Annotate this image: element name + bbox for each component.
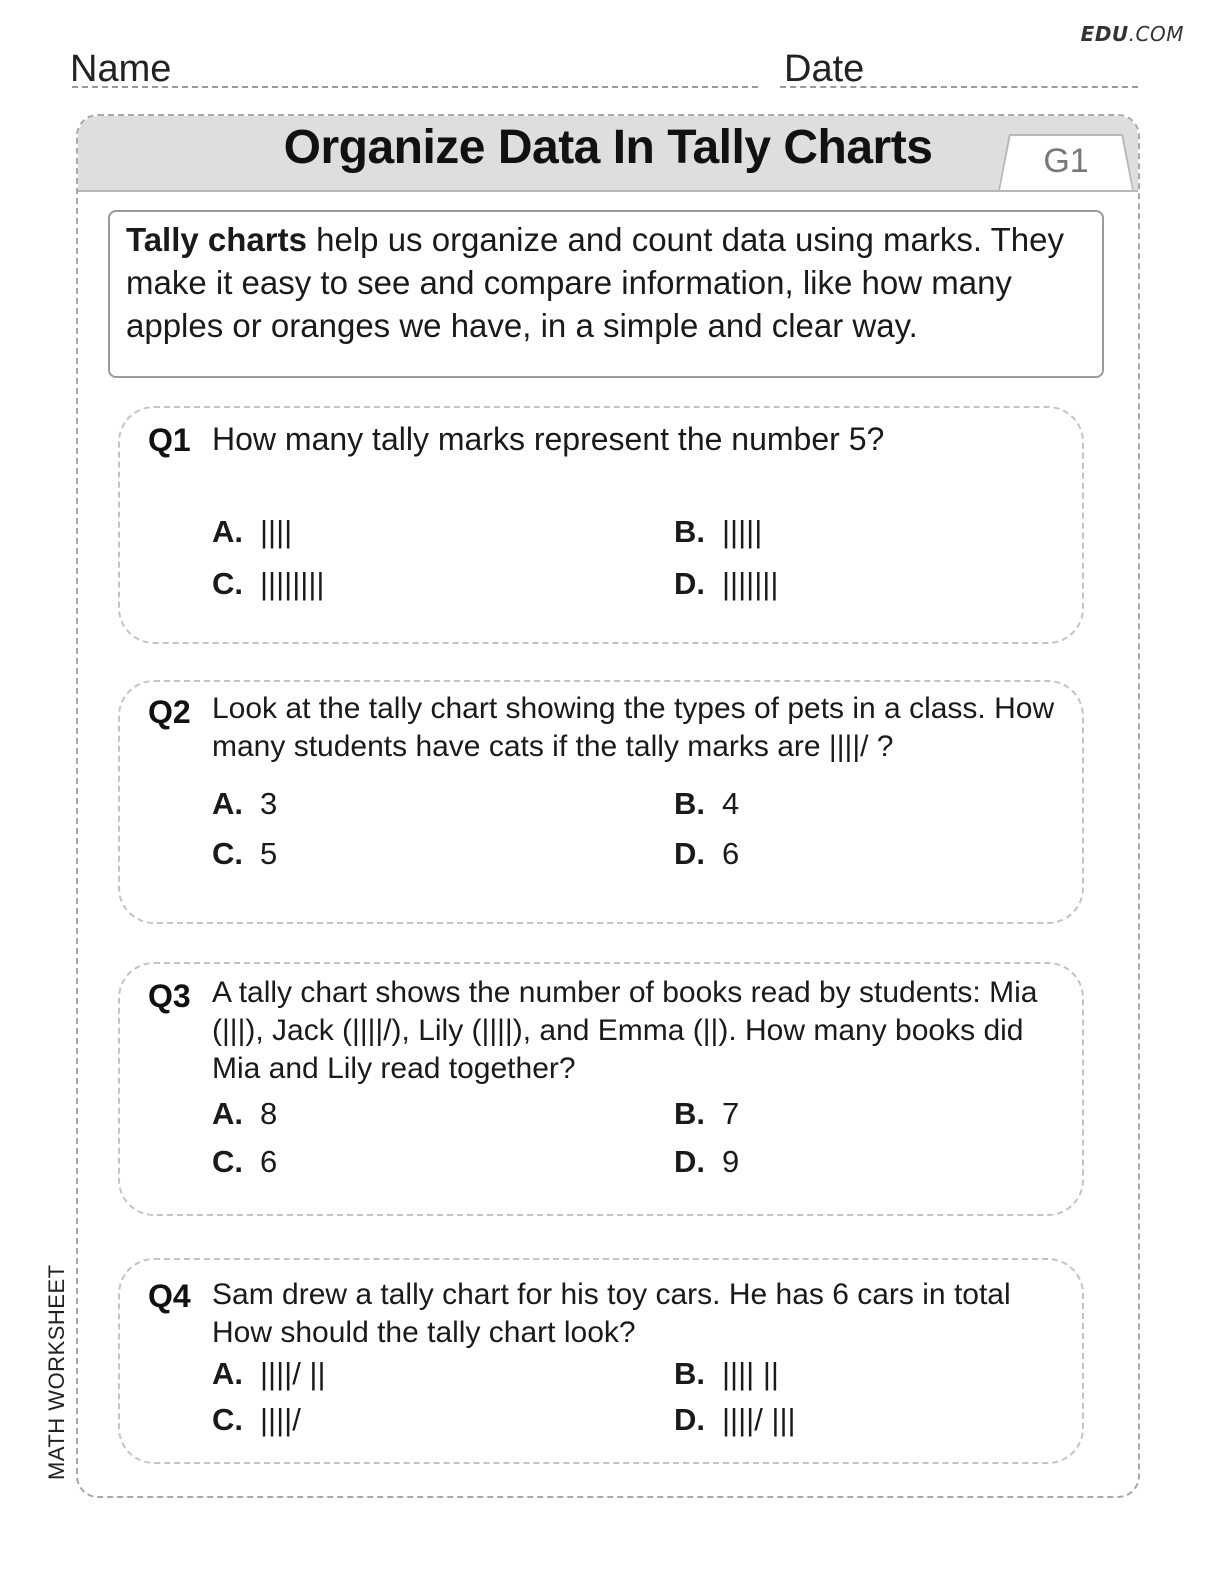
option-b[interactable]: B. 7 [674, 1096, 740, 1131]
option-d[interactable]: D. 9 [674, 1144, 740, 1179]
option-a[interactable]: A. |||| [212, 514, 293, 549]
name-field[interactable] [72, 86, 758, 88]
question-number: Q2 [148, 694, 191, 730]
option-b[interactable]: B. ||||| [674, 514, 763, 549]
option-a[interactable]: A. 3 [212, 786, 278, 821]
option-c[interactable]: C. 5 [212, 836, 278, 871]
date-label: Date [784, 48, 865, 90]
option-c[interactable]: C. 6 [212, 1144, 278, 1179]
question-card-q2 [118, 680, 1084, 924]
option-c[interactable]: C. ||||/ [212, 1402, 301, 1437]
grade-label: G1 [1043, 142, 1089, 180]
question-text: Sam drew a tally chart for his toy cars. He has 6 cars in total How should the tally chart look? [212, 1278, 1011, 1349]
question-text: A tally chart shows the number of books read by students: Mia (|||), Jack (||||/), Lily (||||), and Emma (||). How many books did Mia and Lily read together? [212, 976, 1038, 1085]
question-number: Q4 [148, 1278, 191, 1314]
option-c[interactable]: C. |||||||| [212, 566, 325, 601]
question-card-q3 [118, 962, 1084, 1216]
intro-box [108, 210, 1104, 378]
title-bar [78, 116, 1138, 192]
option-d[interactable]: D. ||||||| [674, 566, 779, 601]
question-text: Look at the tally chart showing the types of pets in a class. How many students have cats if the tally marks are ||||/ ? [212, 692, 1055, 763]
name-label: Name [70, 48, 172, 90]
intro-term: Tally charts [126, 221, 307, 258]
question-card-q4 [118, 1258, 1084, 1464]
option-d[interactable]: D. ||||/ ||| [674, 1402, 796, 1437]
worksheet-title: Organize Data In Tally Charts [283, 121, 933, 174]
option-a[interactable]: A. 8 [212, 1096, 278, 1131]
intro-text: help us organize and count data using marks. They make it easy to see and compare information, like how many apples or oranges we have, in a simple and clear way. [126, 221, 1064, 344]
question-card-q1 [118, 406, 1084, 644]
brand-logo: EDU.COM [1080, 22, 1184, 46]
option-b[interactable]: B. |||| || [674, 1356, 779, 1391]
question-text: How many tally marks represent the number 5? [212, 421, 885, 457]
question-number: Q1 [148, 422, 191, 458]
option-a[interactable]: A. ||||/ || [212, 1356, 326, 1391]
date-field[interactable] [780, 86, 1138, 88]
question-number: Q3 [148, 978, 191, 1014]
side-label: MATH WORKSHEET [44, 1264, 69, 1480]
option-d[interactable]: D. 6 [674, 836, 740, 871]
option-b[interactable]: B. 4 [674, 786, 740, 821]
